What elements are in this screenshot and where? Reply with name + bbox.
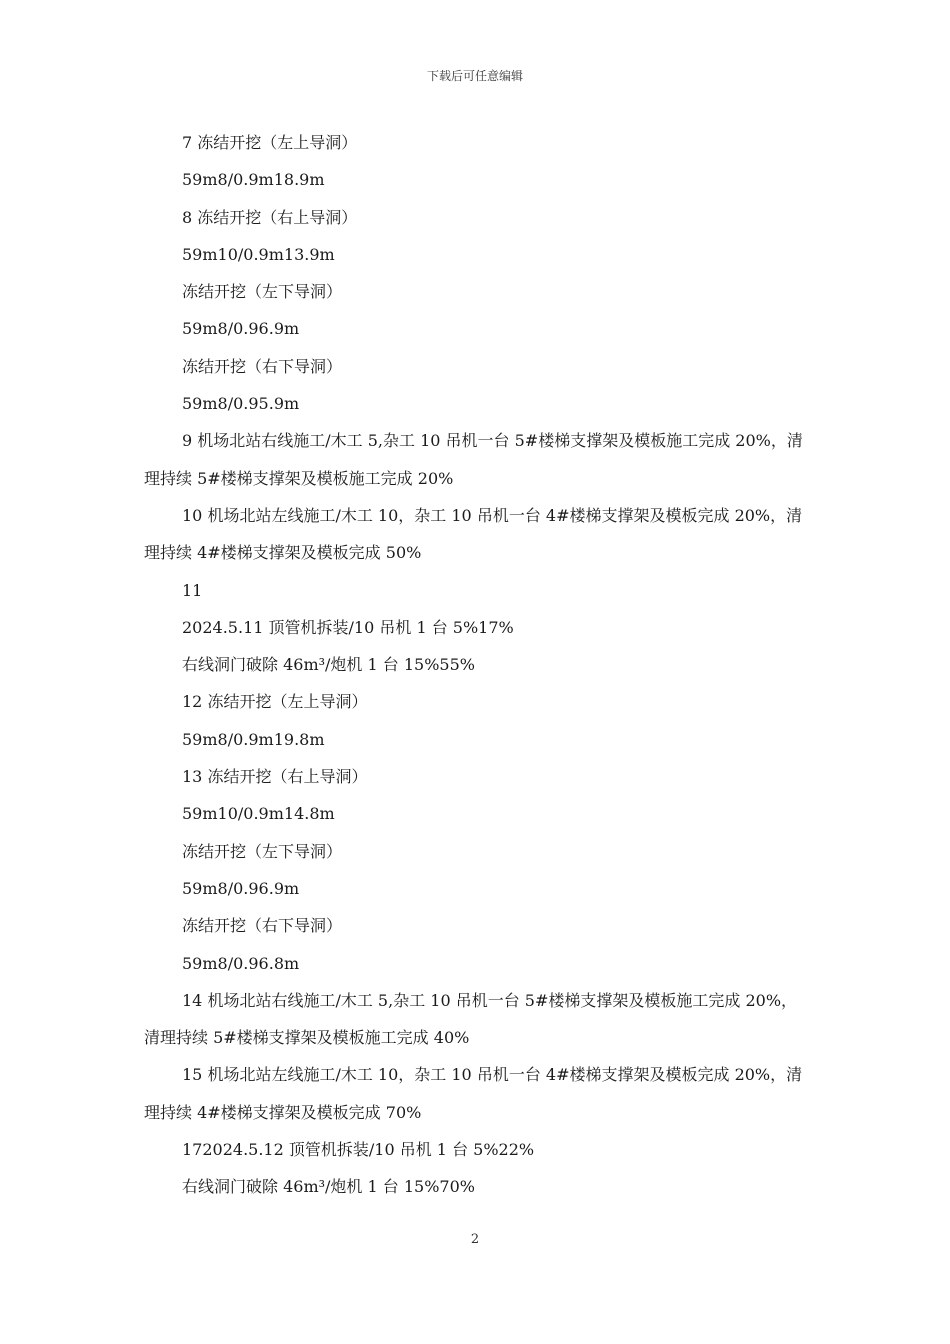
paragraph: 右线洞门破除 46m³/炮机 1 台 15%55% <box>182 655 475 675</box>
paragraph: 8 冻结开挖（右上导洞） <box>182 207 358 227</box>
paragraph: 10 机场北站左线施工/木工 10，杂工 10 吊机一台 4#楼梯支撑架及模板完成 20%，清理持续 4#楼梯支撑架及模板完成 50% <box>144 505 803 563</box>
paragraph: 11 <box>182 580 203 600</box>
paragraph: 59m10/0.9m13.9m <box>182 244 335 264</box>
paragraph: 冻结开挖（右下导洞） <box>182 916 343 936</box>
paragraph: 冻结开挖（左下导洞） <box>182 282 343 302</box>
paragraph: 59m8/0.95.9m <box>182 394 300 414</box>
document-body <box>144 124 810 1206</box>
paragraph: 右线洞门破除 46m³/炮机 1 台 15%70% <box>182 1177 475 1197</box>
paragraph: 冻结开挖（左下导洞） <box>182 841 343 861</box>
paragraph: 冻结开挖（右下导洞） <box>182 356 343 376</box>
page-header: 下载后可任意编辑 <box>426 69 523 83</box>
paragraph: 12 冻结开挖（左上导洞） <box>182 692 368 712</box>
paragraph: 2024.5.11 顶管机拆装/10 吊机 1 台 5%17% <box>182 617 514 637</box>
paragraph: 7 冻结开挖（左上导洞） <box>182 133 358 152</box>
paragraph: 59m8/0.9m19.8m <box>182 729 325 749</box>
paragraph: 172024.5.12 顶管机拆装/10 吊机 1 台 5%22% <box>182 1140 535 1160</box>
paragraph: 9 机场北站右线施工/木工 5,杂工 10 吊机一台 5#楼梯支撑架及模板施工完成 20%，清理持续 5#楼梯支撑架及模板施工完成 20% <box>144 431 803 488</box>
paragraph: 15 机场北站左线施工/木工 10，杂工 10 吊机一台 4#楼梯支撑架及模板完成 20%，清理持续 4#楼梯支撑架及模板完成 70% <box>144 1065 803 1122</box>
page-number: 2 <box>470 1232 480 1247</box>
paragraph: 59m8/0.9m18.9m <box>182 170 325 190</box>
paragraph: 14 机场北站右线施工/木工 5,杂工 10 吊机一台 5#楼梯支撑架及模板施工完成 20%，清理持续 5#楼梯支撑架及模板施工完成 40% <box>144 990 798 1048</box>
paragraph: 59m8/0.96.9m <box>182 878 300 898</box>
paragraph: 59m10/0.9m14.8m <box>182 804 335 824</box>
paragraph: 59m8/0.96.9m <box>182 319 300 339</box>
paragraph: 59m8/0.96.8m <box>182 953 300 973</box>
paragraph: 13 冻结开挖（右上导洞） <box>182 767 368 787</box>
